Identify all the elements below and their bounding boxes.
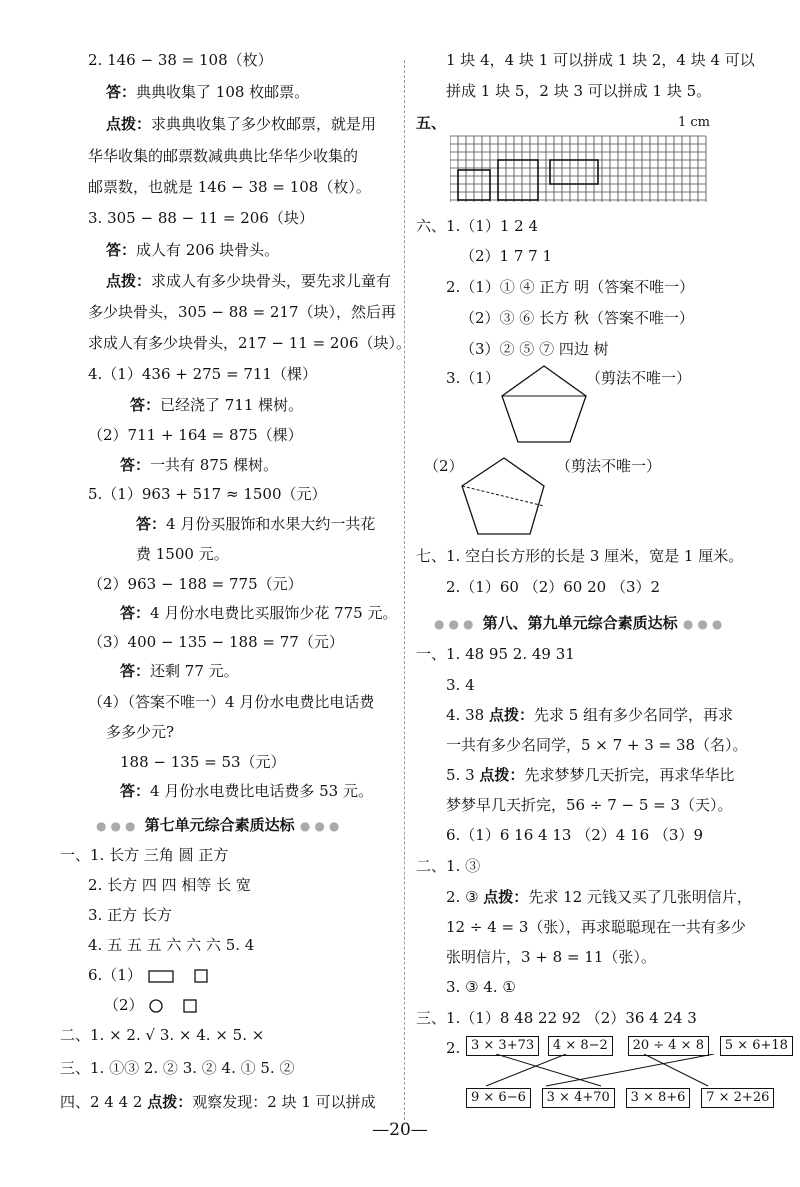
u7-q4 [60, 1092, 376, 1112]
seven-q1: 七、1. 空白长方形的长是 3 厘米，宽是 1 厘米。 [416, 547, 744, 565]
e3-q1: 三、1.（1）8 48 22 92 （2）36 4 24 3 [416, 1009, 697, 1027]
answer-text: 5. 3 [446, 766, 480, 784]
section-five-label: 五、 [416, 114, 447, 132]
unit7-section-title [96, 814, 343, 835]
u7-q1-1: 一、1. 长方 三角 圆 正方 [60, 846, 229, 864]
hint-label: 点拨： [106, 272, 152, 290]
expression-box: 3 × 8+6 [626, 1088, 691, 1108]
pentagon-cut-2 [458, 454, 550, 540]
q4-part1-answer [130, 395, 303, 415]
e3-q2-label: 2. [446, 1039, 461, 1057]
answer-text: 4 月份水电费比电话费多 53 元。 [150, 782, 373, 800]
q5-part1-answer-cont: 费 1500 元。 [136, 545, 229, 563]
answer-text: 2. ③ [446, 888, 484, 906]
expression-box: 3 × 3+73 [466, 1036, 539, 1056]
q3-answer [106, 240, 279, 260]
pentagon-shape [502, 366, 586, 442]
hint-text: 观察发现：2 块 1 可以拼成 [192, 1093, 376, 1111]
continued-hint-2: 拼成 1 块 5，2 块 3 可以拼成 1 块 5。 [446, 82, 712, 100]
item-label: （2） [104, 996, 144, 1014]
match-line [546, 1054, 714, 1086]
q5-part1-answer [136, 514, 375, 534]
title-dots: ●●● [299, 819, 344, 833]
hint-label: 点拨： [488, 706, 534, 724]
q2-answer [106, 82, 309, 102]
expression-box: 9 × 6−6 [466, 1088, 531, 1108]
e-q3: 3. 4 [446, 676, 475, 694]
expression-box: 3 × 4+70 [542, 1088, 615, 1108]
q2-hint-1 [106, 114, 376, 134]
answer-text: 4. 38 [446, 706, 489, 724]
answer-label: 答： [136, 515, 167, 533]
e2-q2-cont-2: 张明信片，3 + 8 = 11（张）。 [446, 948, 656, 966]
six-q2-2: （2）③ ⑥ 长方 秋（答案不唯一） [460, 309, 694, 327]
unit8-9-section-title [434, 612, 726, 633]
q5-part1: 5.（1）963 + 517 ≈ 1500（元） [88, 485, 327, 503]
six-q1-1: 六、1.（1）1 2 4 [416, 217, 539, 235]
e-q6: 6.（1）6 16 4 13 （2）4 16 （3）9 [446, 826, 703, 844]
hint-text: 先求 5 组有多少名同学，再求 [533, 706, 734, 724]
column-divider [404, 60, 405, 1120]
answer-label: 答： [106, 241, 137, 259]
answer-label: 答： [120, 456, 151, 474]
q5-part3-answer [120, 661, 239, 681]
square-shape [184, 1000, 196, 1012]
match-line [644, 1054, 708, 1086]
answer-label: 答： [120, 782, 151, 800]
q5-part3: （3）400 − 135 − 188 = 77（元） [88, 633, 344, 651]
answer-text: 4 月份买服饰和水果大约一共花 [166, 515, 376, 533]
answer-text: 四、2 4 4 2 [60, 1093, 148, 1111]
q2-hint-2: 华华收集的邮票数减典典比华华少收集的 [88, 147, 359, 165]
cut-line [462, 486, 544, 506]
rectangle-figure [550, 160, 598, 184]
unit7-title-text: 第七单元综合素质达标 [144, 816, 295, 834]
scale-label: 1 cm [678, 115, 711, 130]
q5-part4-cont: 多多少元? [106, 723, 175, 741]
six-q1-2: （2）1 7 7 1 [460, 247, 553, 265]
expression-box: 7 × 2+26 [701, 1088, 774, 1108]
q5-part4-answer [120, 781, 373, 801]
title-dots: ●●● [434, 617, 478, 631]
answer-label: 答： [130, 396, 161, 414]
q5-part4: （4）（答案不唯一）4 月份水电费比电话费 [88, 693, 375, 711]
bottom-expression-row [466, 1086, 774, 1108]
e-q1: 一、1. 48 95 2. 49 31 [416, 645, 575, 663]
six-q2-1: 2.（1）① ④ 正方 明（答案不唯一） [446, 278, 695, 296]
six-q2-3: （3）② ⑤ ⑦ 四边 树 [460, 340, 609, 358]
continued-hint-1: 1 块 4，4 块 1 可以拼成 1 块 2，4 块 4 可以 [446, 51, 755, 69]
answer-label: 答： [120, 604, 151, 622]
e2-q3-4: 3. ③ 4. ① [446, 978, 516, 996]
q3-hint-3: 求成人有多少块骨头，217 − 11 = 206（块）。 [88, 334, 412, 352]
answer-label: 答： [120, 662, 151, 680]
q3-hint-1 [106, 271, 391, 291]
e-q4-cont: 一共有多少名同学，5 × 7 + 3 = 38（名）。 [446, 736, 748, 754]
pentagon-cut-1 [494, 362, 594, 446]
e2-q1: 二、1. ③ [416, 857, 481, 875]
u7-q1-2: 2. 长方 四 四 相等 长 宽 [88, 876, 251, 894]
title-dots: ●●● [96, 819, 140, 833]
hint-label: 点拨： [106, 115, 152, 133]
square-shape [195, 970, 207, 982]
hint-text: 求典典收集了多少枚邮票，就是用 [151, 115, 377, 133]
q2-equation: 2. 146 − 38 = 108（枚） [88, 51, 273, 69]
u7-q1-6a [88, 965, 217, 985]
six-q3-2: （2） [424, 457, 464, 475]
hint-label: 点拨： [479, 766, 525, 784]
u7-q1-6b [104, 995, 208, 1015]
q3-hint-2: 多少块骨头，305 − 88 = 217（块），然后再 [88, 303, 397, 321]
hint-label: 点拨： [147, 1093, 193, 1111]
page-number: —20— [372, 1120, 428, 1140]
top-expression-row [466, 1034, 793, 1056]
answer-label: 答： [106, 83, 137, 101]
expression-box: 4 × 8−2 [548, 1036, 613, 1056]
u7-q2: 二、1. × 2. √ 3. × 4. × 5. × [60, 1026, 265, 1044]
q5-part2-answer [120, 603, 398, 623]
match-line [496, 1054, 601, 1086]
six-q3-2-note: （剪法不唯一） [556, 457, 662, 475]
u7-q1-4: 4. 五 五 五 六 六 六 5. 4 [88, 936, 255, 954]
answer-text: 已经浇了 711 棵树。 [160, 396, 304, 414]
six-q3-1-note: （剪法不唯一） [586, 369, 692, 387]
e2-q2 [446, 887, 752, 907]
hint-text: 求成人有多少块骨头，要先求儿童有 [151, 272, 392, 290]
q5-part2: （2）963 − 188 = 775（元） [88, 575, 303, 593]
circle-shape [150, 1000, 162, 1012]
answer-text: 典典收集了 108 枚邮票。 [136, 83, 310, 101]
item-label: 6.（1） [88, 966, 142, 984]
q4-part1: 4.（1）436 + 275 = 711（棵） [88, 365, 317, 383]
match-line [486, 1054, 566, 1086]
circle-and-square-icons [148, 997, 208, 1015]
matching-lines [466, 1054, 746, 1088]
expression-box: 20 ÷ 4 × 8 [628, 1036, 709, 1056]
q4-part2-answer [120, 455, 278, 475]
e-q5 [446, 765, 734, 785]
unit8-9-title-text: 第八、第九单元综合素质达标 [482, 614, 678, 632]
hint-text: 先求 12 元钱又买了几张明信片， [528, 888, 752, 906]
e-q5-cont: 梦梦早几天折完，56 ÷ 7 − 5 = 3（天）。 [446, 796, 733, 814]
answer-text: 成人有 206 块骨头。 [136, 241, 280, 259]
six-q3-1: 3.（1） [446, 369, 500, 387]
u7-q3: 三、1. ①③ 2. ② 3. ② 4. ① 5. ② [60, 1059, 295, 1077]
answer-text: 还剩 77 元。 [150, 662, 239, 680]
q4-part2: （2）711 + 164 = 875（棵） [88, 426, 303, 444]
q5-part4-equation: 188 − 135 = 53（元） [120, 753, 286, 771]
grid-drawing [450, 130, 710, 204]
seven-q2: 2.（1）60 （2）60 20 （3）2 [446, 578, 661, 596]
expression-box: 5 × 6+18 [720, 1036, 793, 1056]
e2-q2-cont-1: 12 ÷ 4 = 3（张），再求聪聪现在一共有多少 [446, 918, 746, 936]
answer-text: 4 月份水电费比买服饰少花 775 元。 [150, 604, 398, 622]
title-dots: ●●● [682, 617, 727, 631]
rect-and-square-icons [147, 967, 217, 985]
rectangle-shape [149, 971, 173, 982]
u7-q1-3: 3. 正方 长方 [88, 906, 172, 924]
hint-label: 点拨： [483, 888, 529, 906]
large-square-figure [498, 160, 538, 200]
e-q4 [446, 705, 733, 725]
q2-hint-3: 邮票数，也就是 146 − 38 = 108（枚）。 [88, 178, 371, 196]
answer-text: 一共有 875 棵树。 [150, 456, 279, 474]
q3-equation: 3. 305 − 88 − 11 = 206（块） [88, 209, 314, 227]
hint-text: 先求梦梦几天折完，再求华华比 [524, 766, 735, 784]
